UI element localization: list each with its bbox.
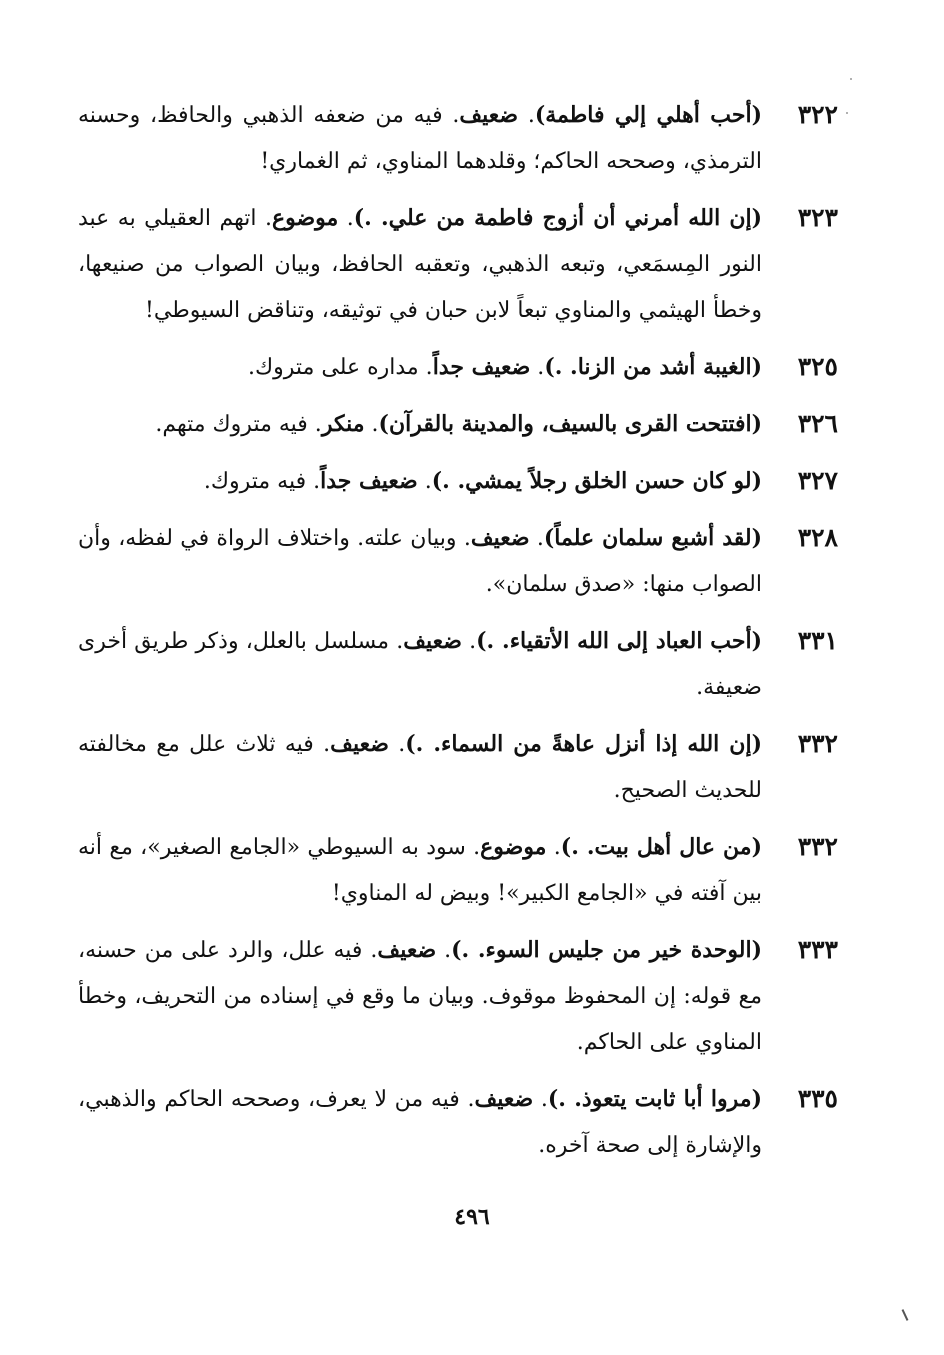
hadith-title: (إن الله أمرني أن أزوج فاطمة من علي. .) bbox=[353, 205, 762, 231]
verdict: موضوع bbox=[271, 205, 339, 231]
hadith-title: (لو كان حسن الخلق رجلاً يمشي. .) bbox=[431, 468, 762, 494]
verdict: موضوع bbox=[480, 834, 547, 860]
hadith-title: (من عال أهل بيت. .) bbox=[560, 834, 762, 860]
separator: . bbox=[364, 412, 379, 437]
scan-speck bbox=[846, 112, 848, 114]
hadith-title: (لقد أشبع سلمان علماً) bbox=[543, 525, 762, 551]
entry-text bbox=[78, 618, 768, 711]
list-item bbox=[78, 618, 838, 711]
entry-text bbox=[78, 92, 768, 185]
verdict: ضعيف bbox=[470, 525, 530, 551]
verdict: ضعيف bbox=[459, 102, 519, 128]
hadith-title: (إن الله إذا أنزل عاهةً من السماء. .) bbox=[405, 731, 762, 757]
commentary: . سود به السيوطي «الجامع الصغير»، مع أنه بين آفته في «الجامع الكبير»! وبيض له المناوي! bbox=[78, 835, 762, 906]
entry-number: ٣٣١ bbox=[797, 626, 838, 655]
scan-speck bbox=[850, 78, 852, 80]
verdict: منكر bbox=[321, 411, 365, 437]
entry-text bbox=[78, 927, 768, 1066]
list-item bbox=[78, 927, 838, 1066]
list-item bbox=[78, 344, 838, 391]
entry-number: ٣٢٦ bbox=[797, 409, 838, 438]
entries-list bbox=[78, 92, 838, 1179]
verdict: ضعيف bbox=[474, 1086, 534, 1112]
entry-number: ٣٣٥ bbox=[797, 1084, 838, 1113]
hadith-title: (افتتحت القرى بالسيف، والمدينة بالقرآن) bbox=[378, 411, 762, 437]
verdict: ضعيف bbox=[330, 731, 389, 757]
commentary: . فيه متروك. bbox=[203, 469, 321, 494]
separator: . bbox=[529, 526, 544, 551]
commentary: . فيه من ضعفه الذهبي والحافظ، وحسنه الترمذي، وصححه الحاكم؛ وقلدهما المناوي، ثم الغماري! bbox=[78, 103, 762, 174]
list-item bbox=[78, 458, 838, 505]
commentary: . فيه متروك متهم. bbox=[155, 412, 322, 437]
list-item bbox=[78, 721, 838, 814]
separator: . bbox=[530, 355, 545, 380]
list-item bbox=[78, 401, 838, 448]
list-item bbox=[78, 824, 838, 917]
entry-number: ٣٢٥ bbox=[797, 352, 838, 381]
separator: . bbox=[461, 629, 477, 654]
entry-text bbox=[78, 1076, 768, 1169]
entry-number: ٣٣٣ bbox=[797, 935, 838, 964]
entry-number: ٣٢٧ bbox=[797, 466, 838, 495]
separator: . bbox=[518, 103, 535, 128]
hadith-title: (الوحدة خير من جليس السوء. .) bbox=[451, 937, 762, 963]
commentary: . اتهم العقيلي به عبد النور المِسمَعي، وتبعه الذهبي، وتعقبه الحافظ، وبيان الصواب من صنيعها، وخطأ الهيثمي والمناوي تبعاً لابن حبان في توثيقه، وتناقض السيوطي! bbox=[78, 206, 762, 323]
commentary: . فيه علل، والرد على من حسنه، مع قوله: إن المحفوظ موقوف. وبيان ما وقع في إسناده من التحريف، وخطأ المناوي على الحاكم. bbox=[78, 938, 762, 1055]
entry-text bbox=[78, 721, 768, 814]
verdict: ضعيف جداً bbox=[432, 354, 531, 380]
commentary: . فيه من لا يعرف، وصححه الحاكم والذهبي، والإشارة إلى صحة آخره. bbox=[78, 1087, 762, 1158]
entry-text bbox=[78, 458, 768, 505]
entry-text bbox=[78, 824, 768, 917]
entry-text bbox=[78, 195, 768, 334]
commentary: . وبيان علته. واختلاف الرواة في لفظه، وأن الصواب منها: «صدق سلمان». bbox=[78, 526, 762, 597]
verdict: ضعيف جداً bbox=[320, 468, 418, 494]
hadith-title: (أحب العباد إلى الله الأتقياء. .) bbox=[476, 628, 762, 654]
commentary: . مداره على متروك. bbox=[248, 355, 433, 380]
hadith-title: (مروا أبا ثابت يتعوذ. .) bbox=[547, 1086, 762, 1112]
hadith-title: (أحب أهلي إلي فاطمة) bbox=[534, 102, 762, 128]
separator: . bbox=[388, 732, 406, 757]
scan-mark bbox=[902, 1309, 909, 1321]
separator: . bbox=[436, 938, 452, 963]
separator: . bbox=[417, 469, 432, 494]
separator: . bbox=[338, 206, 354, 231]
list-item bbox=[78, 515, 838, 608]
commentary: . مسلسل بالعلل، وذكر طريق أخرى ضعيفة. bbox=[78, 629, 762, 700]
entry-number: ٣٢٨ bbox=[797, 523, 838, 552]
verdict: ضعيف bbox=[377, 937, 437, 963]
hadith-title: (الغيبة أشد من الزنا. .) bbox=[544, 354, 762, 380]
entry-number: ٣٢٢ bbox=[797, 100, 838, 129]
list-item bbox=[78, 1076, 838, 1169]
list-item bbox=[78, 92, 838, 185]
entry-number: ٣٢٣ bbox=[797, 203, 838, 232]
entry-number: ٣٣٢ bbox=[797, 729, 838, 758]
verdict: ضعيف bbox=[403, 628, 462, 654]
commentary: . فيه ثلاث علل مع مخالفته للحديث الصحيح. bbox=[78, 732, 762, 803]
page-number: ٤٩٦ bbox=[454, 1204, 490, 1230]
entry-text bbox=[78, 515, 768, 608]
list-item bbox=[78, 195, 838, 334]
entry-text bbox=[78, 344, 768, 391]
separator: . bbox=[533, 1087, 548, 1112]
entry-number: ٣٣٢ bbox=[797, 832, 838, 861]
separator: . bbox=[546, 835, 561, 860]
entry-text bbox=[78, 401, 768, 448]
